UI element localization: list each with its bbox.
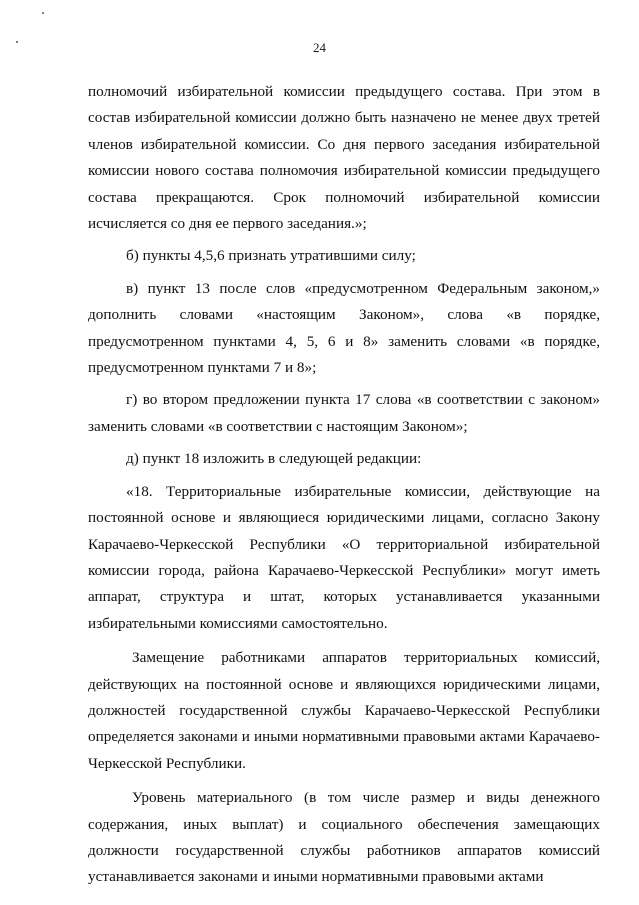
body-text <box>88 79 600 891</box>
scan-speck <box>42 12 44 14</box>
paragraph-item-d: д) пункт 18 изложить в следующей редакции: <box>126 450 422 468</box>
paragraph-item-g: г) во втором предложении пункта 17 слова «в соответствии с законом» заменить словами «в соответствии с настоящим Законом»; <box>88 391 600 435</box>
paragraph-staff-replacement: Замещение работниками аппаратов территориальных комиссий, действующих на постоянной основе и являющихся юридическими лицами, должностей государственной службы Карачаево-Черкесской Республики определяется законами и иными нормативными правовыми актами Карачаево-Черкесской Республики. <box>88 649 600 772</box>
paragraph-item-v: в) пункт 13 после слов «предусмотренном Федеральным законом,» дополнить словами «настоящим Законом», слова «в порядке, предусмотренном пунктами 4, 5, 6 и 8» заменить словами «в порядке, предусмотренном пунктами 7 и 8»; <box>88 279 600 377</box>
paragraph-material-support: Уровень материального (в том числе размер и виды денежного содержания, иных выплат) и социального обеспечения замещающих должности государственной службы работников аппаратов комиссий устанавливается законами и иными нормативными правовыми актами <box>88 789 600 886</box>
paragraph-item-b: б) пункты 4,5,6 признать утратившими силу; <box>126 247 416 265</box>
paragraph-clause-18: «18. Территориальные избирательные комиссии, действующие на постоянной основе и являющиеся юридическими лицами, согласно Закону Карачаево-Черкесской Республики «О территориальной избирательной комиссии города, района Карачаево-Черкесской Республики» могут иметь аппарат, структура и штат, которых устанавливается указанными избирательными комиссиями самостоятельно. <box>88 482 600 632</box>
page-number: 24 <box>313 40 326 55</box>
paragraph-continuation: полномочий избирательной комиссии предыдущего состава. При этом в состав избирательной комиссии должно быть назначено не менее двух третей членов избирательной комиссии. Со дня первого заседания избирательной комиссии нового состава полномочия избирательной комиссии предыдущего состава прекращаются. Срок полномочий избирательной комиссии исчисляется со дня ее первого заседания.»; <box>88 83 600 233</box>
